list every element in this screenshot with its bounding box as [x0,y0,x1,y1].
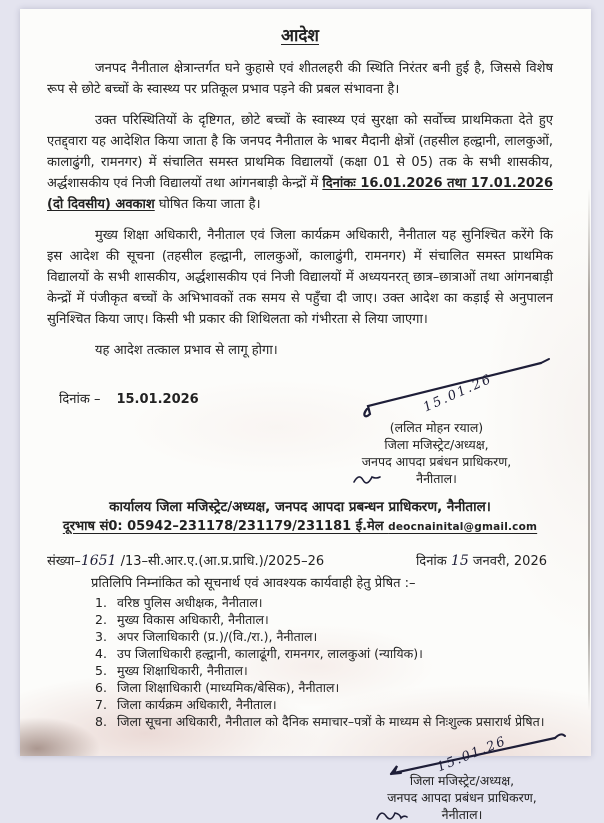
bottom-signature-zone [47,730,553,822]
item-text: जिला कार्यक्रम अधिकारी, नैनीताल। [117,697,277,712]
item-number: 5. [95,663,107,678]
compliance-paragraph: मुख्य शिक्षा अधिकारी, नैनीताल एवं जिला कार्यक्रम अधिकारी, नैनीताल यह सुनिश्चित करेंगे कि इस आदेश की सूचना (तहसील हल्द्वानी, लालकुओं, कालाढुंगी, रामनगर) में संचालित समस्त प्राथमिक विद्यालयों के सभी शासकीय, अर्द्धशासकीय एवं निजी विद्यालयों में अध्ययनरत् छात्र–छात्राओं तथा आंगनबाड़ी केन्द्रों में पंजीकृत बच्चों के अभिभावकों तक समय से पहुँचा दी जाए। उक्त आदेश का कड़ाई से अनुपालन सुनिश्चित किया जाए। किसी भी प्रकार की शिथिलता को गंभीरता से लिया जाएगा। [47,228,553,327]
document-page [20,9,591,822]
signature-flourish-icon [352,473,382,485]
page-title [47,23,553,46]
signature-zone [47,371,553,486]
ref-number-handwritten: 1651 [80,553,117,569]
item-text: मुख्य शिक्षाधिकारी, नैनीताल। [117,663,248,678]
item-number: 2. [95,612,107,627]
ref-number-label: संख्या– [47,554,81,569]
copy-list-item [95,645,553,662]
order-paragraph-part2: घोषित किया जाता है। [154,197,261,212]
signatory-authority: जनपद आपदा प्रबंधन प्राधिकरण, [361,454,512,469]
intro-paragraph: जनपद नैनीताल क्षेत्रान्तर्गत घने कुहासे एवं शीतलहरी की स्थिति निरंतर बनी हुई है, जिससे विशेष रूप से छोटे बच्चों के स्वास्थ्य पर प्रतिकूल प्रभाव पड़ने की प्रबल संभावना है। [47,61,553,97]
item-text: वरिष्ठ पुलिस अधीक्षक, नैनीताल। [117,595,263,610]
item-number: 4. [95,646,107,661]
item-number: 1. [95,595,107,610]
ref-number-rest: /13–सी.आर.ए.(आ.प्र.प्राधि.)/2025–26 [116,554,325,569]
copy-list-item [95,713,553,730]
order-title-text: आदेश [281,26,319,46]
signatory-designation: जिला मजिस्ट्रेट/अध्यक्ष, [409,773,515,788]
effective-note: यह आदेश तत्काल प्रभाव से लागू होगा। [95,343,278,358]
order-paragraph [47,110,553,215]
item-number: 3. [95,629,107,644]
ref-date-label: दिनांक [415,554,451,569]
phone-email-line [47,517,553,537]
item-number: 7. [95,697,107,712]
signatory-place: नैनीताल। [416,471,457,486]
holiday-dates-underlined: दिनांकः 16.01.2026 तथा 17.01.2026 (दो दिवसीय) अवकाश [47,176,553,212]
item-number: 8. [95,714,107,729]
signatory-authority: जनपद आपदा प्रबंधन प्राधिकरण, [387,790,537,805]
reference-date [416,551,547,569]
order-paragraph-part1: उक्त परिस्थितियों के दृष्टिगत, छोटे बच्चों के स्वास्थ्य एवं सुरक्षा को सर्वोच्च प्राथमिकता देते हुए एतद्द्वारा यह आदेशित किया जाता है कि जनपद नैनीताल के भाबर मैदानी क्षेत्रों (तहसील हल्द्वानी, लालकुओं, कालाढुंगी, रामनगर) में संचालित समस्त प्राथमिक विद्यालयों (कक्षा 01 से 05) तक के सभी शासकीय, अर्द्धशासकीय एवं निजी विद्यालयों तथा आंगनबाड़ी केन्द्रों में [47,113,553,191]
copy-list-item [95,696,553,713]
handwritten-date: 15.01.26 [421,371,495,416]
copy-list-item [95,679,553,696]
office-address-line: कार्यालय जिला मजिस्ट्रेट/अध्यक्ष, जनपद आपदा प्रबन्धन प्राधिकरण, नैनीताल। [109,499,491,515]
phone-numbers: दूरभाष सं0: 05942–231178/231179/231181 ई.मेल [62,519,389,534]
item-number: 6. [95,680,107,695]
copy-heading: प्रतिलिपि निम्नांकित को सूचनार्थ एवं आवश्यक कार्यवाही हेतु प्रेषित :– [91,576,416,591]
reference-row [47,551,553,569]
signatory-place-line [324,470,549,487]
copy-list-item [95,594,553,611]
reference-number [47,551,324,569]
order-date-value: 15.01.2026 [116,392,199,407]
copy-list [47,594,553,730]
order-date-label: दिनांक – [59,392,101,407]
order-date-line [59,389,199,407]
office-header [47,497,553,537]
signatory-place: नैनीताल। [441,807,483,822]
handwritten-date: 15.01.26 [434,733,510,776]
signatory-block [324,371,549,487]
copy-list-item [95,628,553,645]
ref-date-handwritten: 15 [450,553,469,569]
signatory-designation: जिला मजिस्ट्रेट/अध्यक्ष, [384,437,489,452]
bottom-signature-area [347,733,577,776]
signatory-place-line [347,806,577,823]
copy-list-item [95,662,553,679]
email-text: deocnainital@gmail.com [388,521,538,533]
item-text: मुख्य विकास अधिकारी, नैनीताल। [117,612,269,627]
item-text: अपर जिलाधिकारी (प्र.)/(वि./रा.), नैनीताल। [117,629,318,644]
copy-list-item [95,611,553,628]
signature-area [324,371,549,419]
ref-date-rest: जनवरी, 2026 [468,554,547,569]
signature-flourish-icon [375,809,409,822]
item-text: जिला सूचना अधिकारी, नैनीताल को दैनिक समाचार–पत्रों के माध्यम से निःशुल्क प्रसारार्थ प्रेषित। [117,714,545,729]
signatory-name: (ललित मोहन रयाल) [389,420,484,435]
item-text: जिला शिक्षाधिकारी (माध्यमिक/बेसिक), नैनीताल। [117,680,340,695]
item-text: उप जिलाधिकारी हल्द्वानी, कालाढूंगी, रामनगर, लालकुआं (न्यायिक)। [117,646,423,661]
